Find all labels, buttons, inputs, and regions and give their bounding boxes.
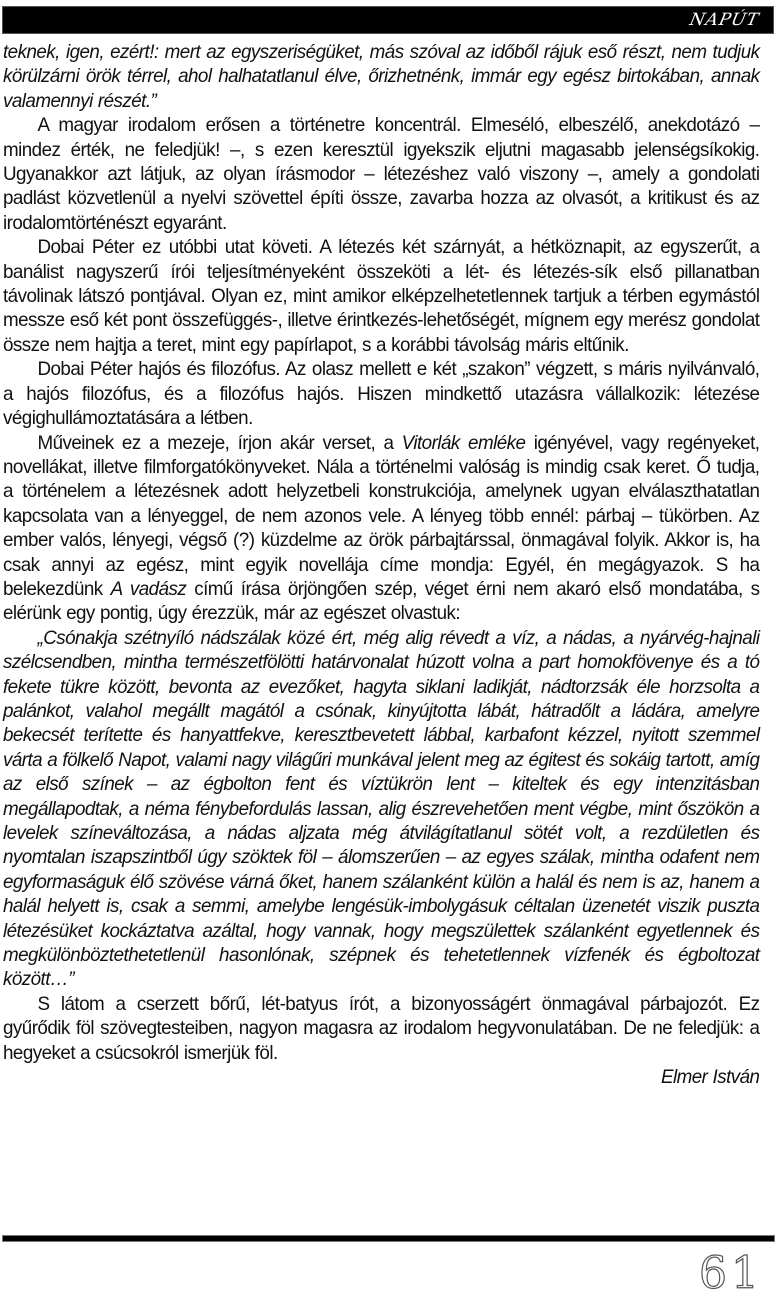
paragraph: S látom a cserzett bőrű, lét-batyus írót, a bizonyosságért önmagával párbajozót. Ez gyűrődik föl szövegtesteiben, nagyon magasra az irodalom hegyvonulatában. De ne feledjük: a hegyeket a csúcsokról ismerjük föl. [3,993,760,1064]
work-title: Vitorlák emléke [401,432,526,454]
work-title: A vadász [110,578,187,600]
paragraph [3,432,759,627]
header-bar [2,6,774,34]
paragraph: Dobai Péter hajós és filozófus. Az olasz mellett e két „szakon” végzett, s máris nyilvánvaló, a hajós filozófus, és a filozófus hajós. Hiszen mindkettő utazásra vállalkozik: létezése végighullámoztatására a létben. [3,359,760,430]
article-body [3,41,759,1090]
author-signature: Elmer István [660,1067,760,1089]
page-number: 61 [699,1248,763,1299]
footer-rule [2,1235,775,1242]
paragraph-text: igényével, vagy regényeket, novellákat, illetve filmforgatókönyveket. Nála a történelmi valóság is mindig csak keret. Ő tudja, a történelem a létezésnek adott helyzetbeli konstrukciója, amelynek ugyan elválaszthatatlan kapcsolata van a lényeggel, de nem azonos vele. A lényeg több ennél: párbaj – tükörben. Az ember valós, lényegi, végső (?) küzdelme az örök párbajtárssal, önmagával folyik. Akkor is, ha csak annyi az egész, mint egyik novellája címe mondja: Egyél, én megágyazok. S ha belekezdünk [3,432,760,600]
paragraph: Dobai Péter ez utóbbi utat követi. A létezés két szárnyát, a hétköznapit, az egyszerűt, a banálist nagyszerű írói teljesítményeként összeköti a lét- és létezés-sík első pillanatban távolinak látszó pontjával. Olyan ez, mint amikor elképzelhetetlennek tartjuk a térben egymástól messze eső két pont összefüggés-, illetve érintkezés-lehetőségét, mígnem egy merész gondolat össze nem hajtja a teret, mint egy papírlapot, s a korábbi távolság máris eltűnik. [3,237,760,356]
paragraph-text: című írása örjöngően szép, véget érni nem akaró első mondatába, s elérünk egy pontig, úgy érezzük, már az egészet olvastuk: [3,578,760,625]
paragraph-quote-continuation: teknek, igen, ezért!: mert az egyszeriségüket, más szóval az időből rájuk eső részt, nem tudjuk körülzárni örök térrel, ahol halhatatlanul élve, őrizhetnénk, immár egy egész birtokában, annak valamennyi részét.” [3,42,760,112]
paragraph-text: Műveinek ez a mezeje, írjon akár verset, a [37,432,402,454]
paragraph: A magyar irodalom erősen a történetre koncentrál. Elmeséló, elbeszélő, anekdotázó – mindez érték, ne feledjük! –, s ezen keresztül igyekszik eljutni magasabb jelenségsíkokig. Ugyanakkor azt látjuk, az olyan írásmodor – létezéshez való viszony –, amely a gondolati padlást közvetlenül a nyelvi szövettel építi össze, zavarba hozza az olvasót, a kritikust és az irodalomtörténészt egyaránt. [3,115,760,234]
block-quote: „Csónakja szétnyíló nádszálak közé ért, még alig révedt a víz, a nádas, a nyárvég-hajnali szélcsendben, mintha természetfölötti határvonalat húzott volna a part homokfövenye és a tó fekete tükre között, bevonta az evezőket, hagyta siklani ladikját, nádtorzsák éle horzsolta a palánkot, valahol megállt magától a csónak, kinyújtotta lábát, hátradőlt a ládára, amelyre bekecsét terítette és hanyattfekve, keresztbevetett lábbal, karbafont kézzel, nyitott szemmel várta a fölkelő Napot, valami nagy világűri munkával jelent meg az égitest és sokáig tartott, amíg az első színek – az égbolton fent és víztükrön lent – kiteltek és egy intenzitásban megállapodtak, a néma fénybefordulás lassan, alig észrevehetően ment végbe, mint őszökön a levelek színeváltozása, a nádas aljzata még átvilágítatlanul sötét volt, a rezdületlen és nyomtalan iszapszintből úgy szöktek föl – álomszerűen – az egyes szálak, mintha odafent nem egyformaságuk élő szövése várná őket, hanem szálanként külön a halál és nem is az, hanem a halál helyett is, csak a semmi, amelybe lengésük-imbolygásuk céltalan üzenetét viszik puszta létezésüket kockáztatva azáltal, hogy vannak, hogy megszülettek szálanként egyetlennek és megkülönböztethetetlenül hasonlónak, szépnek és tehetetlennek vízfenék és égboltozat között…” [3,627,760,991]
magazine-logo: NAPÚT [687,10,762,30]
